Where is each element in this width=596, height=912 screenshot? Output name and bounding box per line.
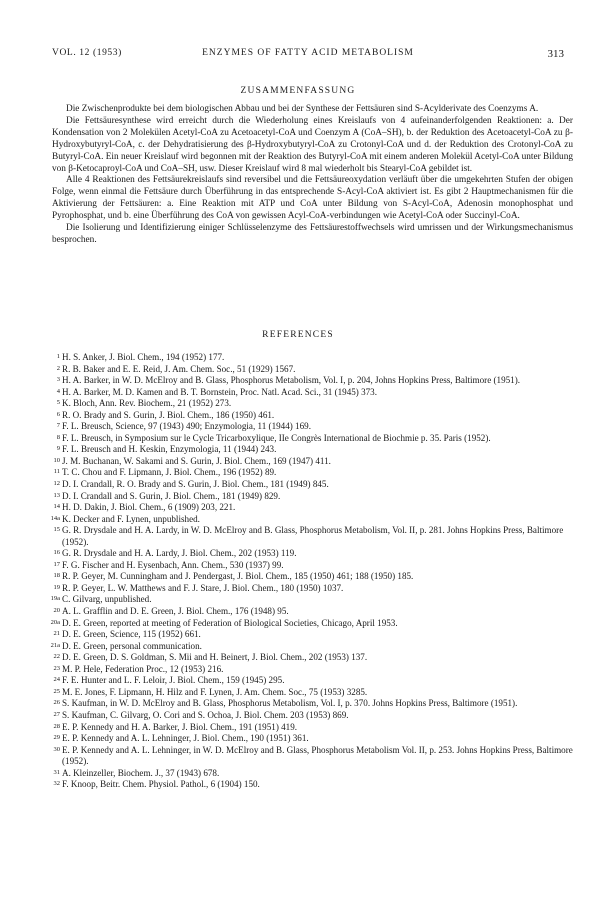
reference-number: 12 xyxy=(53,480,60,488)
reference-item xyxy=(52,387,573,399)
reference-number: 23 xyxy=(53,664,60,672)
reference-text: G. R. Drysdale and H. A. Lardy, J. Biol. Chem., 202 (1953) 119. xyxy=(62,548,297,559)
reference-text: F. G. Fischer and H. Eysenbach, Ann. Chem., 530 (1937) 99. xyxy=(62,559,284,570)
reference-text: H. A. Barker, M. D. Kamen and B. T. Bornstein, Proc. Natl. Acad. Sci., 31 (1945) 373. xyxy=(62,386,378,397)
reference-number: 2 xyxy=(56,364,60,372)
summary-text xyxy=(52,104,573,247)
reference-text: D. E. Green, D. S. Goldman, S. Mii and H. Beinert, J. Biol. Chem., 202 (1953) 137. xyxy=(62,652,368,663)
reference-number: 22 xyxy=(53,653,60,661)
reference-text: F. Knoop, Beitr. Chem. Physiol. Pathol., 6 (1904) 150. xyxy=(62,779,260,790)
reference-item xyxy=(52,698,573,710)
reference-text: D. E. Green, personal communication. xyxy=(62,640,202,651)
reference-item xyxy=(52,433,573,445)
reference-number: 14 xyxy=(53,503,60,511)
reference-text: D. E. Green, Science, 115 (1952) 661. xyxy=(62,629,201,640)
volume-label: VOL. 12 (1953) xyxy=(52,48,122,58)
reference-text: G. R. Drysdale and H. A. Lardy, in W. D. McElroy and B. Glass, Phosphorus Metabolism, Vol. II, p. 281. Johns Hopkins Press, Baltimore (1952). xyxy=(62,525,564,547)
reference-number: 29 xyxy=(53,734,60,742)
reference-item xyxy=(52,641,573,653)
running-title: ENZYMES OF FATTY ACID METABOLISM xyxy=(202,48,414,58)
reference-number: 32 xyxy=(53,780,60,788)
reference-item xyxy=(52,779,573,791)
reference-number: 16 xyxy=(53,549,60,557)
reference-text: C. Gilvarg, unpublished. xyxy=(62,594,152,605)
reference-number: 18 xyxy=(53,572,60,580)
reference-text: H. A. Barker, in W. D. McElroy and B. Glass, Phosphorus Metabolism, Vol. I, p. 204, Johns Hopkins Press, Baltimore (1951). xyxy=(62,375,521,386)
summary-paragraph: Alle 4 Reaktionen des Fettsäurekreislaufs sind reversibel und die Fettsäureoxydation verläuft über die umgekehrten Stufen der obigen Folge, wenn einmal die Fettsäure durch Überführung in das entsprechende S-Acyl-CoA aktiviert ist. Es gibt 2 Hauptmechanismen für die Aktivierung der Fettsäuren: a. Eine Reaktion mit ATP und CoA unter Bildung von S-Acyl-CoA, Adenosin monophosphat und Pyrophosphat, und b. eine Überführung des CoA von gewissen Acyl-CoA-verbindungen wie Acetyl-CoA oder Succinyl-CoA. xyxy=(52,175,573,222)
reference-number: 26 xyxy=(53,699,60,707)
reference-text: F. L. Breusch, in Symposium sur le Cycle Tricarboxylique, IIe Congrès International de Biochmie p. 35. Paris (1952). xyxy=(62,432,491,443)
reference-number: 11 xyxy=(53,468,60,476)
reference-text: D. E. Green, reported at meeting of Federation of Biological Societies, Chicago, April 1953. xyxy=(62,617,398,628)
reference-item xyxy=(52,352,573,364)
reference-text: F. E. Hunter and L. F. Leloir, J. Biol. Chem., 159 (1945) 295. xyxy=(62,675,285,686)
reference-number: 4 xyxy=(56,387,60,395)
references-heading: REFERENCES xyxy=(262,330,334,340)
summary-paragraph: Die Isolierung und Identifizierung einiger Schlüsselenzyme des Fettsäurestoffwechsels wird umrissen und der Wirkungsmechanismus besprochen. xyxy=(52,223,573,245)
reference-item xyxy=(52,525,573,548)
reference-item xyxy=(52,710,573,722)
reference-text: H. D. Dakin, J. Biol. Chem., 6 (1909) 203, 221. xyxy=(62,502,236,513)
reference-item xyxy=(52,444,573,456)
reference-text: R. O. Brady and S. Gurin, J. Biol. Chem., 186 (1950) 461. xyxy=(62,409,275,420)
reference-text: R. P. Geyer, M. Cunningham and J. Pendergast, J. Biol. Chem., 185 (1950) 461; 188 (1950) 185. xyxy=(62,571,414,582)
reference-number: 20a xyxy=(50,618,60,626)
reference-text: R. P. Geyer, L. W. Matthews and F. J. Stare, J. Biol. Chem., 180 (1950) 1037. xyxy=(62,582,344,593)
reference-number: 8 xyxy=(56,433,60,441)
reference-text: H. S. Anker, J. Biol. Chem., 194 (1952) 177. xyxy=(62,352,225,362)
reference-item xyxy=(52,768,573,780)
reference-item xyxy=(52,491,573,503)
running-header xyxy=(52,48,564,64)
reference-number: 25 xyxy=(53,687,60,695)
reference-text: D. I. Crandall and S. Gurin, J. Biol. Chem., 181 (1949) 829. xyxy=(62,490,281,501)
reference-number: 20 xyxy=(53,607,60,615)
reference-number: 30 xyxy=(53,745,60,753)
reference-item xyxy=(52,618,573,630)
reference-number: 21a xyxy=(50,641,60,649)
reference-text: F. L. Breusch, Science, 97 (1943) 490; Enzymologia, 11 (1944) 169. xyxy=(62,421,311,432)
reference-item xyxy=(52,745,573,768)
reference-text: J. M. Buchanan, W. Sakami and S. Gurin, J. Biol. Chem., 169 (1947) 411. xyxy=(62,455,331,466)
reference-text: M. E. Jones, F. Lipmann, H. Hilz and F. Lynen, J. Am. Chem. Soc., 75 (1953) 3285. xyxy=(62,686,368,697)
reference-item xyxy=(52,548,573,560)
reference-number: 31 xyxy=(53,768,60,776)
reference-item xyxy=(52,410,573,422)
reference-number: 15 xyxy=(53,526,60,534)
reference-text: M. P. Hele, Federation Proc., 12 (1953) 216. xyxy=(62,663,224,674)
reference-item xyxy=(52,652,573,664)
reference-text: S. Kaufman, C. Gilvarg, O. Cori and S. Ochoa, J. Biol. Chem. 203 (1953) 869. xyxy=(62,709,349,720)
reference-item xyxy=(52,560,573,572)
reference-item xyxy=(52,583,573,595)
reference-text: T. C. Chou and F. Lipmann, J. Biol. Chem., 196 (1952) 89. xyxy=(62,467,277,478)
reference-number: 10 xyxy=(53,456,60,464)
reference-item xyxy=(52,594,573,606)
reference-number: 28 xyxy=(53,722,60,730)
reference-number: 5 xyxy=(56,399,60,407)
reference-item xyxy=(52,675,573,687)
reference-item xyxy=(52,629,573,641)
reference-item xyxy=(52,502,573,514)
reference-item xyxy=(52,733,573,745)
reference-item xyxy=(52,375,573,387)
reference-number: 19 xyxy=(53,583,60,591)
reference-number: 21 xyxy=(53,630,60,638)
reference-item xyxy=(52,722,573,734)
reference-text: K. Decker and F. Lynen, unpublished. xyxy=(62,513,200,524)
reference-item xyxy=(52,456,573,468)
reference-number: 14a xyxy=(50,514,60,522)
reference-text: A. L. Grafflin and D. E. Green, J. Biol. Chem., 176 (1948) 95. xyxy=(62,606,289,617)
reference-item xyxy=(52,467,573,479)
reference-number: 9 xyxy=(56,445,60,453)
reference-number: 19a xyxy=(50,595,60,603)
reference-text: R. B. Baker and E. E. Reid, J. Am. Chem. Soc., 51 (1929) 1567. xyxy=(62,363,296,374)
reference-number: 3 xyxy=(56,376,60,384)
reference-text: E. P. Kennedy and A. L. Lehninger, in W. D. McElroy and B. Glass, Phosphorus Metabolism Vol. II, p. 253. Johns Hopkins Press, Baltimore (1952). xyxy=(62,744,573,767)
reference-text: S. Kaufman, in W. D. McElroy and B. Glass, Phosphorus Metabolism, Vol. I, p. 370. Johns Hopkins Press, Baltimore (1951). xyxy=(62,698,518,709)
reference-item xyxy=(52,606,573,618)
reference-text: E. P. Kennedy and A. L. Lehninger, J. Biol. Chem., 190 (1951) 361. xyxy=(62,733,309,744)
reference-text: A. Kleinzeller, Biochem. J., 37 (1943) 678. xyxy=(62,767,220,778)
reference-number: 6 xyxy=(56,410,60,418)
summary-heading: ZUSAMMENFASSUNG xyxy=(240,86,356,96)
reference-text: K. Bloch, Ann. Rev. Biochem., 21 (1952) 273. xyxy=(62,398,232,409)
reference-number: 27 xyxy=(53,710,60,718)
reference-item xyxy=(52,687,573,699)
reference-item xyxy=(52,664,573,676)
reference-item xyxy=(52,479,573,491)
reference-number: 1 xyxy=(56,353,60,360)
reference-item xyxy=(52,421,573,433)
reference-item xyxy=(52,398,573,410)
reference-text: E. P. Kennedy and H. A. Barker, J. Biol. Chem., 191 (1951) 419. xyxy=(62,721,298,732)
page-number: 313 xyxy=(547,48,564,60)
reference-list xyxy=(52,352,573,791)
reference-item xyxy=(52,514,573,526)
summary-paragraph: Die Zwischenprodukte bei dem biologischen Abbau und bei der Synthese der Fettsäuren sind S-Acylderivate des Coenzyms A. xyxy=(66,104,539,114)
summary-paragraph: Die Fettsäuresynthese wird erreicht durch die Wiederholung eines Kreislaufs von 4 aufeinanderfolgenden Reaktionen: a. Der Kondensation von 2 Molekülen Acetyl-CoA zu Acetoacetyl-CoA und Coenzym A (CoA–SH), b. der Reduktion des Acetoacetyl-CoA zu β-Hydroxybutyryl-CoA, c. der Dehydratisierung des β-Hydroxybutyryl-CoA zu Crotonyl-CoA und d. der Reduktion des Crotonyl-CoA zu Butyryl-CoA. Ein neuer Kreislauf wird begonnen mit der Reaktion des Butyryl-CoA mit einem anderen Molekül Acetyl-CoA unter Bildung von β-Ketocaproyl-CoA und CoA–SH, usw. Dieser Kreislauf wird 8 mal wiederholt bis Stearyl-CoA gebildet ist. xyxy=(52,115,573,174)
reference-item xyxy=(52,364,573,376)
reference-number: 17 xyxy=(53,560,60,568)
reference-number: 13 xyxy=(53,491,60,499)
reference-number: 7 xyxy=(56,422,60,430)
reference-text: F. L. Breusch and H. Keskin, Enzymologia, 11 (1944) 243. xyxy=(62,444,277,455)
reference-number: 24 xyxy=(53,676,60,684)
reference-text: D. I. Crandall, R. O. Brady and S. Gurin, J. Biol. Chem., 181 (1949) 845. xyxy=(62,479,329,490)
reference-item xyxy=(52,571,573,583)
